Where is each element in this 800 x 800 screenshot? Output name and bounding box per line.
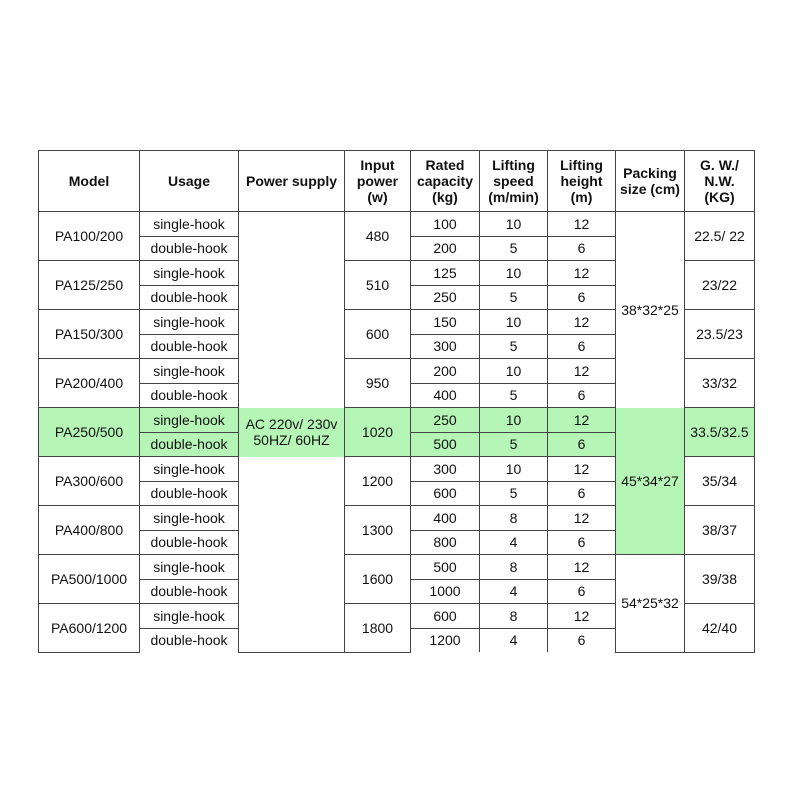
rated-capacity-cell: 250	[411, 285, 480, 310]
header-packing-size: Packing size (cm)	[616, 151, 685, 212]
lifting-height-cell: 6	[548, 334, 616, 359]
lifting-speed-cell: 10	[480, 261, 548, 286]
usage-cell: single-hook	[140, 261, 239, 286]
header-usage: Usage	[140, 151, 239, 212]
header-row	[39, 151, 755, 212]
lifting-height-cell: 12	[548, 506, 616, 531]
lifting-height-cell: 6	[548, 432, 616, 457]
header-model: Model	[39, 151, 140, 212]
power-supply-blank-top	[239, 212, 345, 408]
rated-capacity-cell: 600	[411, 604, 480, 629]
model-cell: PA125/250	[39, 261, 140, 310]
packing-size-cell: 45*34*27	[616, 408, 685, 555]
lifting-speed-cell: 5	[480, 236, 548, 261]
usage-cell: single-hook	[140, 555, 239, 580]
lifting-speed-cell: 10	[480, 310, 548, 335]
table-row	[39, 555, 755, 580]
input-power-cell: 1200	[345, 457, 411, 506]
weight-cell: 23/22	[685, 261, 755, 310]
lifting-height-cell: 12	[548, 555, 616, 580]
model-cell: PA300/600	[39, 457, 140, 506]
lifting-speed-cell: 5	[480, 383, 548, 408]
lifting-height-cell: 6	[548, 236, 616, 261]
rated-capacity-cell: 150	[411, 310, 480, 335]
spec-table	[38, 150, 755, 653]
input-power-cell: 1300	[345, 506, 411, 555]
model-cell: PA150/300	[39, 310, 140, 359]
packing-size-cell: 38*32*25	[616, 212, 685, 408]
lifting-speed-cell: 5	[480, 285, 548, 310]
usage-cell: single-hook	[140, 212, 239, 237]
rated-capacity-cell: 400	[411, 383, 480, 408]
usage-cell: single-hook	[140, 359, 239, 384]
lifting-speed-cell: 10	[480, 457, 548, 482]
rated-capacity-cell: 300	[411, 334, 480, 359]
model-cell: PA250/500	[39, 408, 140, 457]
model-cell: PA600/1200	[39, 604, 140, 653]
usage-cell: double-hook	[140, 334, 239, 359]
weight-cell: 35/34	[685, 457, 755, 506]
input-power-cell: 1800	[345, 604, 411, 653]
usage-cell: double-hook	[140, 628, 239, 652]
power-supply-line1: AC 220v/ 230v	[245, 416, 338, 432]
header-power-supply: Power supply	[239, 151, 345, 212]
input-power-cell: 1600	[345, 555, 411, 604]
lifting-speed-cell: 5	[480, 334, 548, 359]
lifting-height-cell: 6	[548, 579, 616, 604]
lifting-speed-cell: 10	[480, 212, 548, 237]
lifting-height-cell: 6	[548, 530, 616, 555]
lifting-height-cell: 12	[548, 261, 616, 286]
usage-cell: single-hook	[140, 310, 239, 335]
usage-cell: single-hook	[140, 457, 239, 482]
lifting-speed-cell: 10	[480, 408, 548, 433]
header-lifting-height: Lifting height (m)	[548, 151, 616, 212]
rated-capacity-cell: 250	[411, 408, 480, 433]
rated-capacity-cell: 300	[411, 457, 480, 482]
usage-cell: double-hook	[140, 481, 239, 506]
lifting-speed-cell: 10	[480, 359, 548, 384]
usage-cell: double-hook	[140, 285, 239, 310]
rated-capacity-cell: 500	[411, 432, 480, 457]
rated-capacity-cell: 125	[411, 261, 480, 286]
power-supply-line2: 50HZ/ 60HZ	[253, 432, 330, 448]
weight-cell: 38/37	[685, 506, 755, 555]
input-power-cell: 510	[345, 261, 411, 310]
weight-cell: 39/38	[685, 555, 755, 604]
lifting-height-cell: 12	[548, 408, 616, 433]
rated-capacity-cell: 200	[411, 359, 480, 384]
header-input-power: Input power (w)	[345, 151, 411, 212]
model-cell: PA400/800	[39, 506, 140, 555]
weight-cell: 22.5/ 22	[685, 212, 755, 261]
lifting-speed-cell: 8	[480, 555, 548, 580]
usage-cell: double-hook	[140, 530, 239, 555]
lifting-height-cell: 12	[548, 457, 616, 482]
lifting-height-cell: 12	[548, 604, 616, 629]
rated-capacity-cell: 200	[411, 236, 480, 261]
lifting-speed-cell: 8	[480, 506, 548, 531]
power-supply-cell	[239, 408, 345, 457]
lifting-speed-cell: 5	[480, 481, 548, 506]
rated-capacity-cell: 400	[411, 506, 480, 531]
weight-cell: 42/40	[685, 604, 755, 653]
header-gross-net-weight: G. W./ N.W. (KG)	[685, 151, 755, 212]
usage-cell: single-hook	[140, 408, 239, 433]
table-row	[39, 408, 755, 433]
lifting-height-cell: 6	[548, 383, 616, 408]
rated-capacity-cell: 800	[411, 530, 480, 555]
lifting-height-cell: 12	[548, 212, 616, 237]
weight-cell: 33.5/32.5	[685, 408, 755, 457]
lifting-height-cell: 12	[548, 310, 616, 335]
input-power-cell: 480	[345, 212, 411, 261]
model-cell: PA200/400	[39, 359, 140, 408]
lifting-speed-cell: 4	[480, 628, 548, 652]
rated-capacity-cell: 100	[411, 212, 480, 237]
usage-cell: single-hook	[140, 506, 239, 531]
lifting-speed-cell: 8	[480, 604, 548, 629]
lifting-height-cell: 6	[548, 628, 616, 652]
power-supply-blank-bottom	[239, 457, 345, 653]
rated-capacity-cell: 600	[411, 481, 480, 506]
lifting-height-cell: 6	[548, 285, 616, 310]
header-lifting-speed: Lifting speed (m/min)	[480, 151, 548, 212]
spec-body	[39, 212, 755, 653]
input-power-cell: 1020	[345, 408, 411, 457]
rated-capacity-cell: 500	[411, 555, 480, 580]
model-cell: PA100/200	[39, 212, 140, 261]
weight-cell: 33/32	[685, 359, 755, 408]
lifting-height-cell: 12	[548, 359, 616, 384]
header-rated-capacity: Rated capacity (kg)	[411, 151, 480, 212]
usage-cell: double-hook	[140, 236, 239, 261]
lifting-speed-cell: 4	[480, 530, 548, 555]
rated-capacity-cell: 1200	[411, 628, 480, 652]
packing-size-cell: 54*25*32	[616, 555, 685, 653]
weight-cell: 23.5/23	[685, 310, 755, 359]
model-cell: PA500/1000	[39, 555, 140, 604]
lifting-height-cell: 6	[548, 481, 616, 506]
table-row	[39, 212, 755, 237]
usage-cell: single-hook	[140, 604, 239, 629]
usage-cell: double-hook	[140, 383, 239, 408]
usage-cell: double-hook	[140, 579, 239, 604]
rated-capacity-cell: 1000	[411, 579, 480, 604]
lifting-speed-cell: 4	[480, 579, 548, 604]
lifting-speed-cell: 5	[480, 432, 548, 457]
input-power-cell: 600	[345, 310, 411, 359]
input-power-cell: 950	[345, 359, 411, 408]
usage-cell: double-hook	[140, 432, 239, 457]
